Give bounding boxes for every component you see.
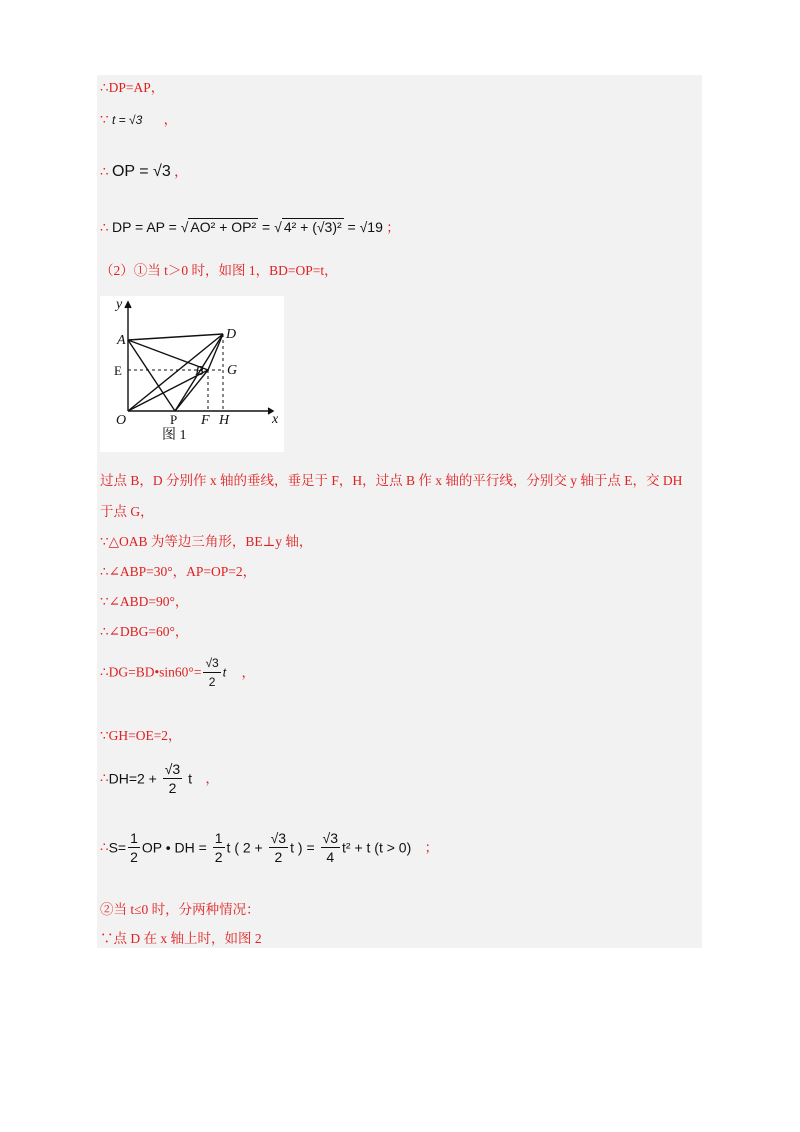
math-op-eq: OP = √3: [111, 163, 171, 180]
content-panel: [97, 75, 702, 948]
label-E: E: [114, 363, 122, 378]
line-9: ∴∠ABP=30°，AP=OP=2，: [100, 564, 257, 579]
line-4: ∴ DP = AP = √ AO² + OP² = √ 4² + (√3)² = √19 ；: [100, 219, 400, 235]
fraction-sqrt3-over-2: $\frac{√3}{2}$: [205, 656, 219, 689]
line-17: ∵点 D 在 x 轴上时，如图 2: [100, 931, 262, 946]
line-13: ∵GH=OE=2，: [100, 728, 182, 743]
line-6: 过点 B，D 分别作 x 轴的垂线，垂足于 F，H，过点 B 作 x 轴的平行线，分别交 y 轴于点 E，交 DH: [100, 473, 683, 488]
line-8: ∵△OAB 为等边三角形，BE⊥y 轴，: [100, 534, 313, 549]
line-12: ∴DG=BD•sin60°= $\frac{√3}{2}$ t ，: [100, 656, 255, 689]
line-1: ∴DP=AP，: [100, 80, 165, 95]
fraction-sqrt3-over-2-b: $\frac{√3}{2}$: [164, 761, 181, 796]
label-B: B: [195, 364, 204, 379]
line-2: ∵ t = √3 ，: [100, 112, 178, 127]
label-H: H: [219, 413, 230, 428]
figure-caption: 图 1: [162, 428, 187, 443]
line-5: （2）①当 t＞0 时，如图 1，BD=OP=t，: [100, 263, 338, 278]
math-t-eq: t = √3: [111, 113, 143, 127]
line-11: ∴∠DBG=60°，: [100, 624, 189, 639]
label-x: x: [272, 412, 279, 427]
label-D: D: [226, 327, 237, 342]
label-y: y: [116, 297, 123, 312]
line-10: ∵∠ABD=90°，: [100, 594, 189, 609]
label-F: F: [201, 413, 210, 428]
line-7: 于点 G，: [100, 504, 154, 519]
line-16: ②当 t≤0 时，分两种情况：: [100, 902, 260, 917]
line-14: ∴DH=2 + $\frac{√3}{2}$ t ，: [100, 761, 219, 796]
math-sqrt-1: AO² + OP²: [190, 219, 257, 235]
line-3: ∴ OP = √3 ，: [100, 163, 188, 180]
label-G: G: [227, 363, 238, 378]
figure-1: [100, 296, 284, 452]
geometry-diagram: [100, 296, 284, 452]
label-O: O: [116, 413, 127, 428]
math-sqrt-2: 4² + (√3)²: [283, 219, 342, 235]
line-15: ∴S= $\frac{1}{2}$ OP • DH = $\frac{1}{2}$ t ( 2 + $\frac{√3}{2}$ t ) = $\frac{√3}{4}$ t² + t (t > 0) ；: [100, 830, 439, 865]
label-P: P: [170, 412, 178, 427]
label-A: A: [117, 333, 126, 348]
